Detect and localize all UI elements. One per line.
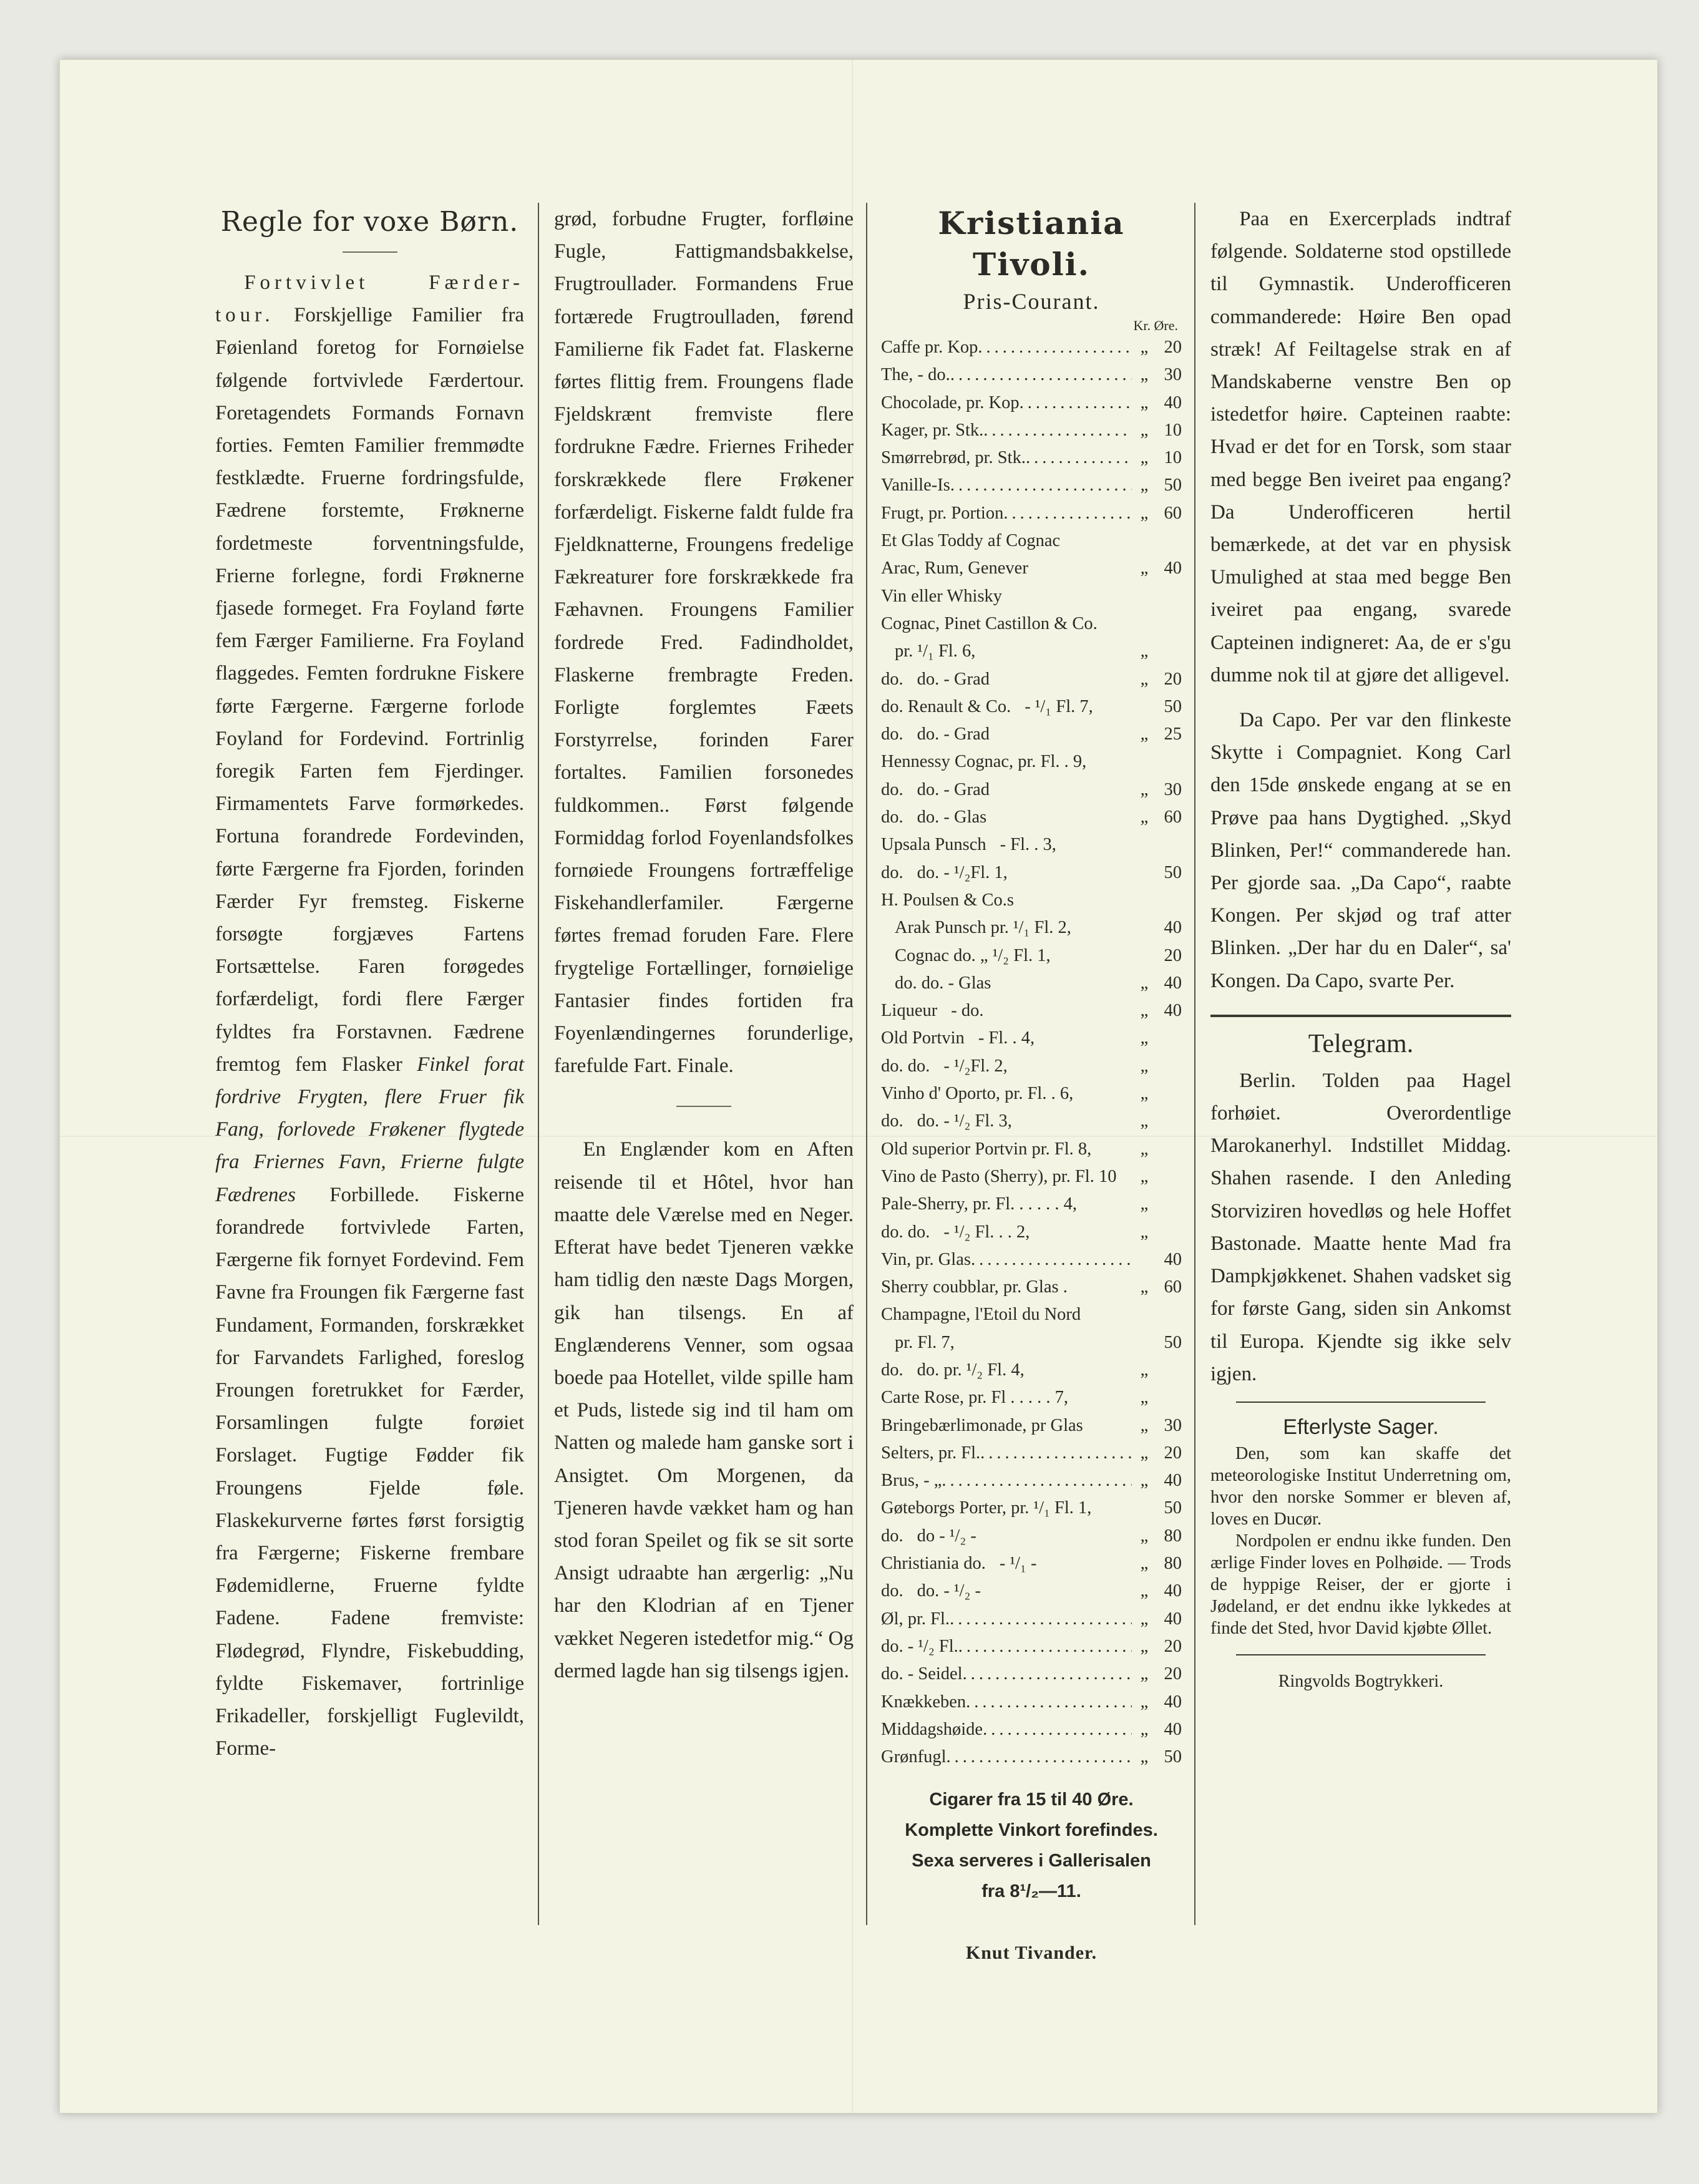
price-item: Old Portvin xyxy=(881,1028,965,1048)
wine-card-note: Komplette Vinkort forefindes. xyxy=(905,1820,1158,1841)
price-value: 40 xyxy=(1164,1471,1182,1491)
lost-items-title: Efterlyste Sager. xyxy=(1283,1415,1439,1439)
column-1 xyxy=(215,203,524,1765)
price-row xyxy=(881,831,1182,859)
price-row xyxy=(881,748,1182,776)
column-4 xyxy=(1210,203,1511,1698)
leader-dots xyxy=(963,1660,1132,1688)
ditto-mark: „ xyxy=(1140,1692,1149,1712)
price-item: do. - ¹/₂ Fl. xyxy=(881,1636,958,1656)
ditto-mark: „ xyxy=(1140,420,1149,440)
price-value: 20 xyxy=(1164,945,1182,965)
ditto-mark: „ xyxy=(1140,338,1149,357)
price-item: do. xyxy=(881,669,903,689)
divider xyxy=(1236,1402,1486,1403)
price-value: 80 xyxy=(1164,1526,1182,1546)
price-row xyxy=(881,1689,1182,1716)
price-detail: pr. Fl. 7, xyxy=(895,1332,955,1352)
price-value: 40 xyxy=(1164,558,1182,578)
price-detail: do. pr. ¹/₂ Fl. 4, xyxy=(917,1360,1025,1380)
price-value: 25 xyxy=(1164,724,1182,744)
ditto-mark: „ xyxy=(1140,1111,1149,1131)
price-row xyxy=(881,638,1182,665)
price-item: Frugt, pr. Portion xyxy=(881,503,1004,523)
price-item: Upsala Punsch xyxy=(881,835,986,855)
leader-dots xyxy=(958,1633,1132,1660)
price-row xyxy=(881,970,1182,997)
ditto-mark: „ xyxy=(1140,1222,1149,1242)
price-row xyxy=(881,361,1182,389)
price-item: do. xyxy=(881,724,903,744)
currency-header: Kr. Øre. xyxy=(1133,318,1178,333)
ditto-mark: „ xyxy=(1140,1443,1149,1463)
price-row xyxy=(881,334,1182,361)
price-detail: - ¹/₂ Fl. . . 2, xyxy=(943,1222,1030,1242)
telegram-title: Telegram. xyxy=(1308,1029,1414,1058)
price-item: do. do. xyxy=(881,1222,930,1242)
lost-items-text: Nordpolen er endnu ikke funden. Den ærlige Finder loves en Polhøide. — Trods de hyppige Reiser, der er gjorte i Jødeland, er det endnu ikke lykkedes at finde det Sted, hvor David kjøbte Øllet. xyxy=(1210,1531,1511,1638)
price-detail: do. do. - Glas xyxy=(895,973,991,993)
price-item: Carte Rose, pr. Fl . . . . . 7, xyxy=(881,1388,1069,1408)
article-title: Regle for voxe Børn. xyxy=(220,206,519,238)
price-row xyxy=(881,1550,1182,1577)
ditto-mark: „ xyxy=(1140,1056,1149,1076)
price-row xyxy=(881,1053,1182,1080)
ditto-mark: „ xyxy=(1140,1609,1149,1629)
price-item: Øl, pr. Fl. xyxy=(881,1609,950,1629)
price-item: Vinho d' Oporto, pr. Fl. . 6, xyxy=(881,1084,1074,1104)
ditto-mark: „ xyxy=(1140,669,1149,689)
price-value: 60 xyxy=(1164,503,1182,523)
price-row xyxy=(881,1606,1182,1633)
leader-dots xyxy=(950,1606,1132,1633)
column-rule xyxy=(538,203,539,1925)
price-row xyxy=(881,1412,1182,1440)
divider xyxy=(343,251,397,253)
leader-dots xyxy=(946,1743,1132,1771)
price-value: 50 xyxy=(1164,696,1182,716)
price-row xyxy=(881,1494,1182,1522)
price-item: Vin, pr. Glas xyxy=(881,1249,971,1269)
price-value: 20 xyxy=(1164,1443,1182,1463)
ditto-mark: „ xyxy=(1140,973,1149,993)
ditto-mark: „ xyxy=(1140,1277,1149,1297)
price-detail: - Fl. . 4, xyxy=(978,1028,1035,1048)
price-detail: pr. ¹/₁ Fl. 6, xyxy=(895,641,976,661)
price-item: Pale-Sherry, pr. Fl. . . . . . 4, xyxy=(881,1194,1078,1214)
price-item: Middagshøide xyxy=(881,1719,983,1739)
price-value: 50 xyxy=(1164,862,1182,882)
price-item: Grønfugl xyxy=(881,1747,947,1767)
price-row xyxy=(881,887,1182,914)
price-item: Selters, pr. Fl. xyxy=(881,1443,981,1463)
price-item: Chocolade, pr. Kop xyxy=(881,392,1020,412)
leader-dots xyxy=(950,472,1132,499)
price-row xyxy=(881,1577,1182,1605)
ditto-mark: „ xyxy=(1140,1526,1149,1546)
price-value: 40 xyxy=(1164,1609,1182,1629)
price-value: 50 xyxy=(1164,1747,1182,1767)
price-detail: Cognac do. „ ¹/₂ Fl. 1, xyxy=(895,945,1051,965)
ditto-mark: „ xyxy=(1140,807,1149,827)
sexa-time: fra 8¹/₂—11. xyxy=(981,1881,1081,1902)
price-row xyxy=(881,1467,1182,1494)
price-item: Cognac, Pinet Castillon & Co. xyxy=(881,613,1098,633)
ditto-mark: „ xyxy=(1140,779,1149,799)
price-item: Smørrebrød, pr. Stk. xyxy=(881,448,1026,468)
article-text: Forbillede. Fiskerne forandrede fortvivlede Farten, Færgerne fik fornyet Fordevind. Fem Favne fra Froungen fik Færgerne fast Fundament, Formanden, forskrækket for Farvandets Farlighed, foreslog Froungen foretrukket for Færder, Forsamlingen fulgte forøiet Forslaget. Fugtige Fødder fik Froungens Fjelde føle. Flaskekurverne førtes først forsigtig fra Færgerne; Fiskerne frembare Fødemidlerne, Fruerne fyldte Fadene. Fadene fremviste: Flødegrød, Flyndre, Fiskebudding, fyldte Fiskemaver, fortrinlige Frikadeller, forskjelligt Fuglevildt, Forme- xyxy=(215,1183,524,1760)
price-detail: do - ¹/₂ - xyxy=(917,1526,976,1546)
price-detail: do. - Grad xyxy=(917,669,990,689)
divider xyxy=(1210,1015,1511,1017)
price-value: 20 xyxy=(1164,338,1182,357)
price-item: Vino de Pasto (Sherry), pr. Fl. 10 xyxy=(881,1166,1117,1186)
printer-imprint: Ringvolds Bogtrykkeri. xyxy=(1278,1671,1444,1691)
price-row xyxy=(881,500,1182,527)
price-value: 40 xyxy=(1164,1719,1182,1739)
anecdote-englishman: En Englænder kom en Aften reisende til et Hôtel, hvor han maatte dele Værelse med en Neger. Efterat have bedet Tjeneren vække ham tidlig den næste Dags Morgen, gik han tilsengs. En af Englænderens Venner, som ogsaa boede paa Hotellet, vilde spille ham et Puds, listede sig ind til ham om Natten og malede ham ganske sort i Ansigtet. Om Morgenen, da Tjeneren havde vækket ham og han stod foran Speilet og fik se sit sorte Ansigt udraabte han ærgerlig: „Nu har den Klodrian af en Tjener vækket Negeren istedetfor mig.“ Og dermed lagde han sig tilsengs igjen. xyxy=(554,1138,854,1682)
ditto-mark: „ xyxy=(1140,1747,1149,1767)
price-row xyxy=(881,610,1182,638)
price-value: 60 xyxy=(1164,1277,1182,1297)
price-item: Gøteborgs Porter, pr. ¹/₁ Fl. 1, xyxy=(881,1498,1092,1518)
signature: Knut Tivander. xyxy=(965,1943,1098,1964)
price-row xyxy=(881,1716,1182,1743)
price-list-subtitle: Pris-Courant. xyxy=(963,289,1100,314)
price-row xyxy=(881,472,1182,499)
price-item: Kager, pr. Stk. xyxy=(881,420,984,440)
price-item: Brus, - „ xyxy=(881,1471,942,1491)
price-item: Knækkeben xyxy=(881,1692,966,1712)
column-3 xyxy=(881,203,1182,1967)
divider xyxy=(676,1106,731,1107)
price-row xyxy=(881,1384,1182,1411)
article-text: Forskjellige Familier fra Føienland foretog for Fornøielse følgende fortvivlede Færdertour. Foretagendets Formands Fornavn forties. Femten Familier fremmødte festklædte. Fruerne fordringsfulde, Fædrene forstemte, Frøknerne fordetmeste forventningsfulde, Frierne forlegne, fordi Frøknerne fjasede formeget. Fra Foyland førte fem Færger Familierne. Fra Foyland flaggedes. Femten fordrukne Fiskere førte Færgerne. Færgerne forlode Foyland for Fordevind. Fortrinlig foregik Farten fem Fjerdinger. Firmamentets Farve formørkedes. Fortuna forandrede Fordevinden, førte Færgerne fra Fjorden, forinden Færder Fyr fremsteg. Fiskerne forsøgte forgjæves Fartens Fortsættelse. Faren forøgedes forfærdeligt, fordi flere Færger fyldtes fra Forstavnen. Fædrene fremtog fem Flasker xyxy=(215,304,524,1076)
price-detail: do. - Glas xyxy=(917,807,987,827)
price-row xyxy=(881,1743,1182,1771)
price-value: 30 xyxy=(1164,1415,1182,1435)
ditto-mark: „ xyxy=(1140,365,1149,385)
price-row xyxy=(881,1301,1182,1328)
price-item: Sherry coubblar, pr. Glas . xyxy=(881,1277,1068,1297)
ditto-mark: „ xyxy=(1140,392,1149,412)
price-item: Vin eller Whisky xyxy=(881,586,1003,606)
price-item: Hennessy Cognac, pr. Fl. . 9, xyxy=(881,752,1087,772)
price-row xyxy=(881,583,1182,610)
price-value: 20 xyxy=(1164,1636,1182,1656)
price-value: 60 xyxy=(1164,807,1182,827)
price-row xyxy=(881,776,1182,804)
ditto-mark: „ xyxy=(1140,475,1149,495)
ditto-mark: „ xyxy=(1140,503,1149,523)
price-value: 30 xyxy=(1164,365,1182,385)
price-value: 10 xyxy=(1164,448,1182,468)
leader-dots xyxy=(1003,500,1132,527)
price-row xyxy=(881,1108,1182,1135)
article-italic-text: Finkel forat fordrive Frygten, flere Fruer fik Fang, forlovede Frøkener flygtede fra Friernes Favn, Frierne fulgte Fædrenes xyxy=(215,1053,524,1206)
ditto-mark: „ xyxy=(1140,1084,1149,1104)
price-row xyxy=(881,997,1182,1025)
price-detail: - ¹/₁ - xyxy=(999,1554,1037,1574)
price-item: Christiania do. xyxy=(881,1554,986,1574)
price-row xyxy=(881,444,1182,472)
price-row xyxy=(881,693,1182,721)
price-row xyxy=(881,555,1182,582)
price-item: Old superior Portvin pr. Fl. 8, xyxy=(881,1139,1092,1159)
article-continuation: grød, forbudne Frugter, forfløine Fugle, Fattigmandsbakkelse, Frugtroullader. Formandens Frue fortærede Frugtroulladen, førend Familierne fik Fadet fat. Flaskerne førtes flittig frem. Froungens flade Fjeldskrænt fremviste flere fordrukne Fædre. Friernes Friheder forskrækkede flere Frøkener forfærdeligt. Fiskerne faldt fulde fra Fjeldknatterne, Froungens fredelige Fækreaturer fore forskrækkede fra Fæhavnen. Froungens Familier fordrede Fred. Fadindholdet, Flaskerne frembragte Freden. Forligte forglemtes Fæets Forstyrrelse, forinden Farer fortaltes. Familien forsonedes fuldkommen.. Først følgende Formiddag forlod Foyenlandsfolkes fornøiede Froungens fortræffelige Fiskehandlerfamiler. Færgerne førtes fremad foruden Fare. Flere frygtelige Fortællinger, fornøielige Fantasier findes fortiden fra Foyenlændingernes forunderlige, farefulde Fart. Finale. xyxy=(554,208,854,1078)
price-row xyxy=(881,914,1182,942)
ditto-mark: „ xyxy=(1140,448,1149,468)
leader-dots xyxy=(980,1440,1132,1467)
ditto-mark: „ xyxy=(1140,1554,1149,1574)
article-lead: Fortvivlet Færder-tour. xyxy=(215,271,524,327)
column-rule xyxy=(1194,203,1195,1925)
price-item: Bringebærlimonade, pr Glas xyxy=(881,1415,1083,1435)
ditto-mark: „ xyxy=(1140,641,1149,661)
lost-items-text: Den, som kan skaffe det meteorologiske Institut Underretning om, hvor den norske Sommer er bleven af, loves en Ducør. xyxy=(1210,1443,1511,1529)
leader-dots xyxy=(983,417,1132,444)
price-item: do. xyxy=(881,1360,903,1380)
anecdote-exercise: Paa en Exercerplads indtraf følgende. Soldaterne stod opstillede til Gymnastik. Underofficeren commanderede: Høire Ben opad stræk! Af Feiltagelse strak en af Mandskaberne venstre Ben op istedetfor høire. Capteinen raabte: Hvad er det for en Torsk, som staar med begge Ben iveiret paa engang? Da Underofficeren hertil bemærkede, at det var en physisk Umulighed at staa med begge Ben iveiret paa engang, svarede Capteinen indigneret: Aa, de er s'gu dumme nok til at gjøre det alligevel. xyxy=(1210,208,1511,686)
price-row xyxy=(881,666,1182,693)
price-value: 80 xyxy=(1164,1554,1182,1574)
price-row xyxy=(881,1219,1182,1246)
ditto-mark: „ xyxy=(1140,1415,1149,1435)
price-row xyxy=(881,389,1182,417)
price-row xyxy=(881,804,1182,831)
price-detail: do. - ¹/₂ - xyxy=(917,1581,981,1601)
price-item: do. xyxy=(881,1526,903,1546)
price-item: do. do. xyxy=(881,1056,930,1076)
price-value: 40 xyxy=(1164,392,1182,412)
price-row xyxy=(881,942,1182,970)
price-row xyxy=(881,1357,1182,1384)
price-row xyxy=(881,1163,1182,1191)
leader-dots xyxy=(950,361,1132,389)
price-row xyxy=(881,417,1182,444)
ditto-mark: „ xyxy=(1140,558,1149,578)
price-value: 40 xyxy=(1164,918,1182,938)
column-rule xyxy=(866,203,867,1925)
price-row xyxy=(881,527,1182,555)
price-value: 10 xyxy=(1164,420,1182,440)
ditto-mark: „ xyxy=(1140,1166,1149,1186)
price-detail: - ¹/₂Fl. 2, xyxy=(943,1056,1008,1076)
price-row xyxy=(881,1329,1182,1357)
ditto-mark: „ xyxy=(1140,1471,1149,1491)
telegram-text: Berlin. Tolden paa Hagel forhøiet. Overordentlige Marokanerhyl. Indstillet Middag. Shahen rasende. I den Anleding Storviziren hovedløs og hele Hoffet Bastonade. Maatte hente Mad fra Dampkjøkkenet. Shahen vadsket sig for første Gang, siden sin Ankomst til Europa. Kjendte sig ikke selv igjen. xyxy=(1210,1069,1511,1385)
price-value: 40 xyxy=(1164,973,1182,993)
article-body xyxy=(215,266,524,1765)
price-value: 40 xyxy=(1164,1001,1182,1021)
ditto-mark: „ xyxy=(1140,1664,1149,1684)
price-value: 30 xyxy=(1164,779,1182,799)
price-item: Arac, Rum, Genever xyxy=(881,558,1028,578)
price-value: 40 xyxy=(1164,1581,1182,1601)
ditto-mark: „ xyxy=(1140,724,1149,744)
price-item: do. - Seidel xyxy=(881,1664,963,1684)
ditto-mark: „ xyxy=(1140,1028,1149,1048)
leader-dots xyxy=(1020,389,1132,417)
price-row xyxy=(881,1633,1182,1660)
price-value: 50 xyxy=(1164,1332,1182,1352)
price-row xyxy=(881,1660,1182,1688)
price-item: do. xyxy=(881,807,903,827)
anecdote-da-capo: Da Capo. Per var den flinkeste Skytte i Compagniet. Kong Carl den 15de ønskede engang at se en Prøve paa hans Dygtighed. „Skyd Blinken, Per!“ commanderede han. Per gjorde saa. „Da Capo“, raabte Kongen. Per skjød og traf atter Blinken. „Der har du en Daler“, sa' Kongen. Da Capo, svarte Per. xyxy=(1210,709,1511,992)
price-detail: do. - ¹/₂ Fl. 3, xyxy=(917,1111,1012,1131)
price-detail: - do. xyxy=(951,1001,984,1021)
price-value: 40 xyxy=(1164,1692,1182,1712)
price-row xyxy=(881,721,1182,748)
price-detail: - ¹/₁ Fl. 7, xyxy=(1025,696,1093,716)
leader-dots xyxy=(971,1246,1132,1274)
price-detail: - Fl. . 3, xyxy=(1000,835,1056,855)
price-row xyxy=(881,1440,1182,1467)
price-item: Liqueur xyxy=(881,1001,938,1021)
price-row xyxy=(881,1246,1182,1274)
price-row xyxy=(881,1025,1182,1052)
ditto-mark: „ xyxy=(1140,1139,1149,1159)
price-row xyxy=(881,1191,1182,1218)
price-row xyxy=(881,1274,1182,1301)
price-detail: do. - Grad xyxy=(917,724,990,744)
price-list-title: Kristiania Tivoli. xyxy=(938,205,1125,283)
price-item: do. xyxy=(881,1111,903,1131)
price-detail: Arak Punsch pr. ¹/₁ Fl. 2, xyxy=(895,918,1071,938)
leader-dots xyxy=(942,1467,1132,1494)
price-list xyxy=(881,334,1182,1771)
price-row xyxy=(881,1080,1182,1108)
price-value: 20 xyxy=(1164,669,1182,689)
price-row xyxy=(881,859,1182,887)
price-detail: do. - ¹/₂Fl. 1, xyxy=(917,862,1008,882)
ditto-mark: „ xyxy=(1140,1581,1149,1601)
ditto-mark: „ xyxy=(1140,1388,1149,1408)
price-item: The, - do. xyxy=(881,365,950,385)
price-item: Vanille-Is xyxy=(881,475,950,495)
price-item: H. Poulsen & Co.s xyxy=(881,890,1014,910)
ditto-mark: „ xyxy=(1140,1719,1149,1739)
price-item: Champagne, l'Etoil du Nord xyxy=(881,1305,1081,1325)
divider xyxy=(1236,1654,1486,1655)
price-row xyxy=(881,1523,1182,1550)
sexa-note: Sexa serveres i Gallerisalen xyxy=(912,1851,1151,1871)
price-value: 50 xyxy=(1164,1498,1182,1518)
price-value: 20 xyxy=(1164,1664,1182,1684)
price-item: Et Glas Toddy af Cognac xyxy=(881,531,1061,551)
column-2 xyxy=(554,203,854,1687)
price-detail: do. - Grad xyxy=(917,779,990,799)
price-value: 40 xyxy=(1164,1249,1182,1269)
leader-dots xyxy=(983,1716,1132,1743)
price-item: do. xyxy=(881,862,903,882)
leader-dots xyxy=(966,1689,1132,1716)
leader-dots xyxy=(978,334,1132,361)
ditto-mark: „ xyxy=(1140,1001,1149,1021)
price-item: do. Renault & Co. xyxy=(881,696,1011,716)
ditto-mark: „ xyxy=(1140,1636,1149,1656)
ditto-mark: „ xyxy=(1140,1194,1149,1214)
ditto-mark: „ xyxy=(1140,1360,1149,1380)
price-row xyxy=(881,1136,1182,1163)
price-item: Caffe pr. Kop xyxy=(881,338,978,357)
leader-dots xyxy=(1026,444,1132,472)
price-item: do. xyxy=(881,779,903,799)
price-value: 50 xyxy=(1164,475,1182,495)
price-item: do. xyxy=(881,1581,903,1601)
cigar-note: Cigarer fra 15 til 40 Øre. xyxy=(929,1790,1134,1810)
